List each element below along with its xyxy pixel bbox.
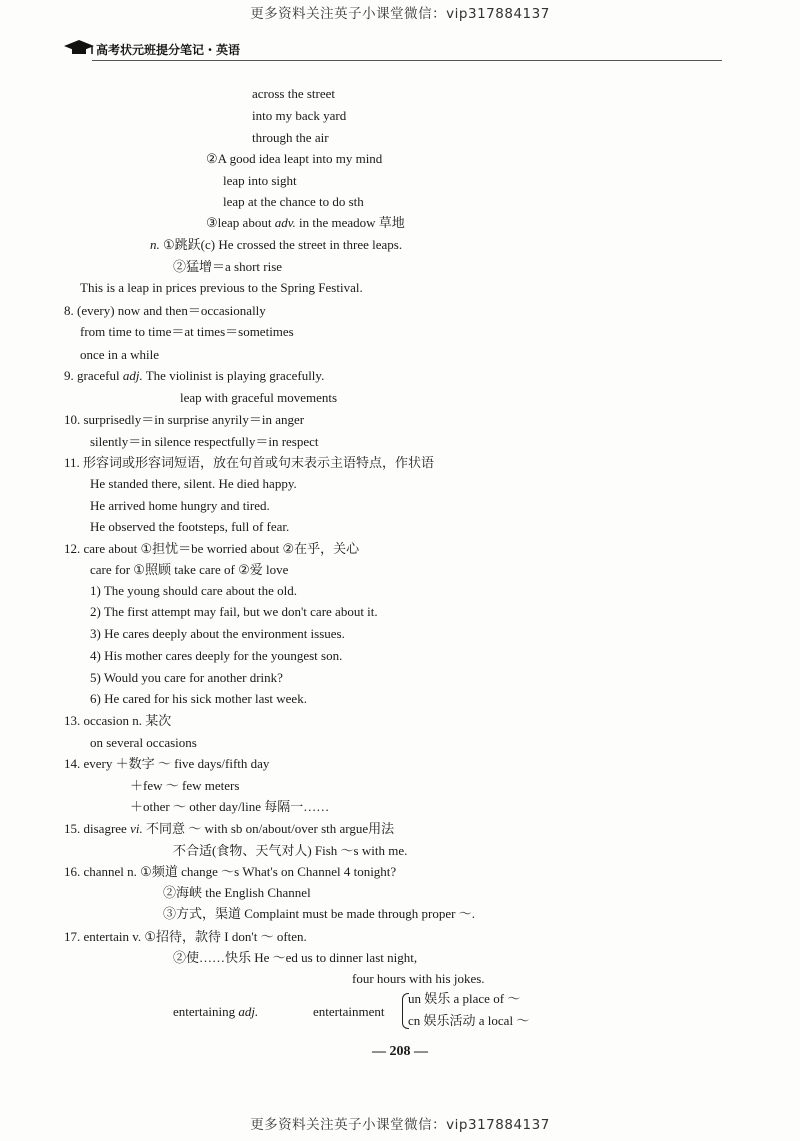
item-17: 17. entertain v. ①招待，款待 I don't ～ often.	[64, 929, 307, 944]
text-line: 6) He cared for his sick mother last week.	[90, 691, 307, 706]
item-8: 8. (every) now and then＝occasionally	[64, 303, 266, 318]
text-line: on several occasions	[90, 735, 197, 750]
page-header	[62, 36, 722, 60]
text-line: un 娱乐 a place of ～	[408, 991, 521, 1006]
text-line: 5) Would you care for another drink?	[90, 670, 283, 685]
item-12: 12. care about ①担忧＝be worried about ②在乎，关心	[64, 541, 360, 556]
text-line: ②海峡 the English Channel	[163, 885, 311, 900]
text-line: once in a while	[80, 347, 160, 362]
text-line: silently＝in silence respectfully＝in respect	[90, 434, 319, 449]
text-line: ②A good idea leapt into my mind	[206, 151, 383, 166]
text-line: care for ①照顾 take care of ②爱 love	[90, 562, 289, 577]
item-16: 16. channel n. ①频道 change ～s What's on Channel 4 tonight?	[64, 864, 397, 879]
text-line: ＋other ～ other day/line 每隔一……	[130, 799, 330, 814]
text-line: He arrived home hungry and tired.	[90, 498, 270, 513]
text-line: leap at the chance to do sth	[223, 194, 364, 209]
text-line: through the air	[252, 130, 329, 145]
text-line: 4) His mother cares deeply for the youngest son.	[90, 648, 343, 663]
text-line: entertainment	[313, 1004, 385, 1019]
graduation-cap-icon	[62, 38, 96, 58]
text-line: from time to time＝at times＝sometimes	[80, 324, 294, 339]
text-line: ②猛增＝a short rise	[173, 259, 283, 274]
watermark-bottom: 更多资料关注英子小课堂微信：vip317884137	[250, 1117, 550, 1133]
text-line: into my back yard	[252, 108, 347, 123]
text-line: He observed the footsteps, full of fear.	[90, 519, 290, 534]
page-number: — 208 —	[372, 1044, 428, 1059]
text-line: He standed there, silent. He died happy.	[90, 476, 297, 491]
text-line: entertaining adj.	[173, 1004, 259, 1019]
header-rule	[92, 60, 722, 61]
text-line: leap into sight	[223, 173, 297, 188]
text-line: leap with graceful movements	[180, 390, 338, 405]
text-line: four hours with his jokes.	[352, 971, 485, 986]
text-line: This is a leap in prices previous to the Spring Festival.	[80, 280, 363, 295]
text-line: cn 娱乐活动 a local ～	[408, 1013, 530, 1028]
watermark-top: 更多资料关注英子小课堂微信：vip317884137	[250, 6, 550, 22]
header-title: 高考状元班提分笔记・英语	[96, 43, 241, 57]
item-15: 15. disagree vi. 不同意 ～ with sb on/about/over sth argue用法	[64, 821, 395, 836]
text-line: ②使……快乐 He ～ed us to dinner last night,	[173, 950, 418, 965]
item-10: 10. surprisedly＝in surprise anyrily＝in anger	[64, 412, 305, 427]
text-line: 1) The young should care about the old.	[90, 583, 297, 598]
item-14: 14. every ＋数字 ～ five days/fifth day	[64, 756, 270, 771]
text-line: n. ①跳跃(c) He crossed the street in three leaps.	[150, 237, 403, 252]
text-line: ＋few ～ few meters	[130, 778, 240, 793]
item-13: 13. occasion n. 某次	[64, 713, 172, 728]
text-line: ③leap about adv. in the meadow 草地	[206, 215, 405, 230]
text-line: 3) He cares deeply about the environment issues.	[90, 626, 345, 641]
text-line: ③方式，渠道 Complaint must be made through proper ～.	[163, 906, 475, 921]
item-11: 11. 形容词或形容词短语，放在句首或句末表示主语特点，作状语	[64, 455, 435, 470]
text-line: 2) The first attempt may fail, but we don't care about it.	[90, 604, 378, 619]
text-line: across the street	[252, 86, 336, 101]
item-9: 9. graceful adj. The violinist is playing gracefully.	[64, 368, 325, 383]
text-line: 不合适(食物、天气对人) Fish ～s with me.	[173, 843, 408, 858]
